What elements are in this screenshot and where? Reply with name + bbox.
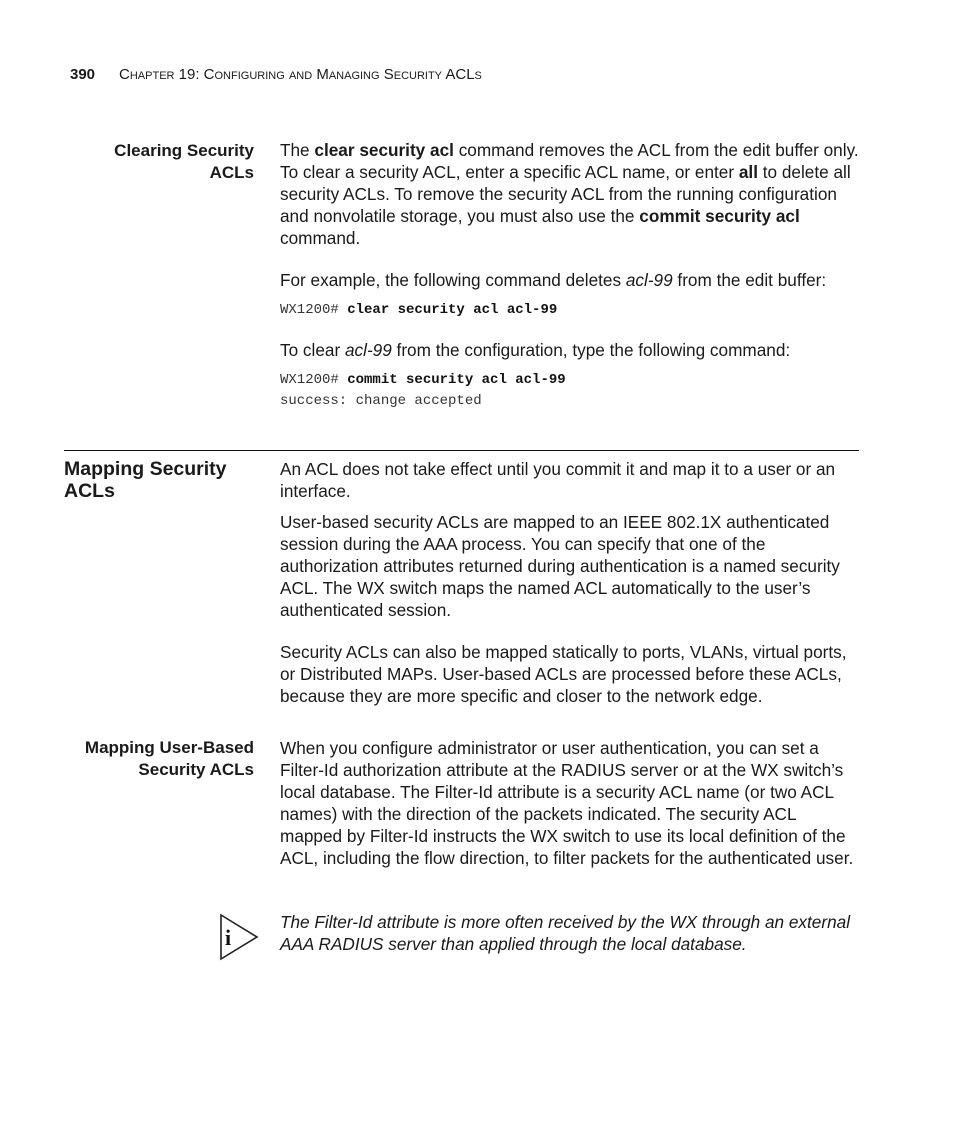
- text: Security ACLs can also be mapped statically to ports, VLANs, virtual ports, or Distributed MAPs. User-based ACLs are processed before these ACLs, because they are more specific and closer to the network edge.: [280, 642, 847, 706]
- cli-prompt: WX1200#: [280, 372, 348, 388]
- note-text: The Filter-Id attribute is more often received by the WX through an external AAA RADIUS server than applied through the local database.: [280, 912, 851, 954]
- heading-line: Mapping User-Based: [84, 738, 254, 757]
- chapter-title: Chapter 19: Configuring and Managing Security ACLs: [119, 66, 482, 83]
- text: to delete all security ACLs. To remove the security ACL from the running configuration and nonvolatile storage, you must also use the: [280, 162, 851, 226]
- text: from the edit buffer:: [672, 270, 827, 290]
- code-example-1: [280, 300, 557, 321]
- clearing-paragraph-3: [280, 339, 860, 361]
- section-divider: [64, 450, 859, 451]
- acl-name: acl-99: [625, 270, 673, 290]
- text: command.: [280, 228, 361, 248]
- heading-line: ACLs: [209, 163, 254, 182]
- clearing-paragraph-1: [280, 139, 860, 249]
- clearing-paragraph-2: [280, 269, 860, 291]
- text: An ACL does not take effect until you commit it and map it to a user or an interface.: [280, 459, 836, 501]
- heading-line: Clearing Security: [114, 141, 254, 160]
- text: To clear: [280, 340, 345, 360]
- heading-line: ACLs: [64, 480, 115, 502]
- info-note: [280, 911, 860, 955]
- cli-output: success: change accepted: [280, 393, 482, 409]
- mapping-paragraph-1: [280, 458, 860, 502]
- section-heading-mapping: [64, 458, 264, 502]
- heading-line: Mapping Security: [64, 458, 227, 480]
- text: User-based security ACLs are mapped to an IEEE 802.1X authenticated session during the AAA process. You can specify that one of the authorization attributes returned during authentication is a named security ACL. The WX switch maps the named ACL automatically to the user’s authenticated session.: [280, 512, 840, 620]
- svg-text:i: i: [225, 925, 232, 950]
- running-header: [70, 66, 482, 83]
- text: The: [280, 140, 315, 160]
- user-based-paragraph: [280, 737, 860, 869]
- text: For example, the following command deletes: [280, 270, 626, 290]
- command-name: commit security acl: [639, 206, 800, 226]
- info-icon: [219, 913, 259, 961]
- command-name: clear security acl: [314, 140, 454, 160]
- text: from the configuration, type the following command:: [391, 340, 791, 360]
- cli-command: clear security acl acl-99: [347, 302, 558, 318]
- acl-name: acl-99: [344, 340, 392, 360]
- heading-line: Security ACLs: [138, 760, 254, 779]
- text: command removes the ACL from the edit buffer only. To clear a security ACL, enter a specific ACL name, or enter: [280, 140, 859, 182]
- text: When you configure administrator or user authentication, you can set a Filter-Id authorization attribute at the RADIUS server or at the WX switch’s local database. The Filter-Id attribute is a security ACL name (or two ACL names) with the direction of the packets indicated. The security ACL mapped by Filter-Id instructs the WX switch to use its local definition of the ACL, including the flow direction, to filter packets for the authenticated user.: [280, 738, 854, 868]
- keyword: all: [738, 162, 758, 182]
- page-number: 390: [70, 66, 96, 83]
- section-heading-clearing: [69, 140, 254, 184]
- cli-prompt: WX1200#: [280, 302, 348, 318]
- cli-command: commit security acl acl-99: [347, 372, 566, 388]
- mapping-paragraph-3: [280, 641, 860, 707]
- code-example-2: [280, 370, 566, 412]
- mapping-paragraph-2: [280, 511, 860, 621]
- section-heading-user-based: [69, 737, 254, 781]
